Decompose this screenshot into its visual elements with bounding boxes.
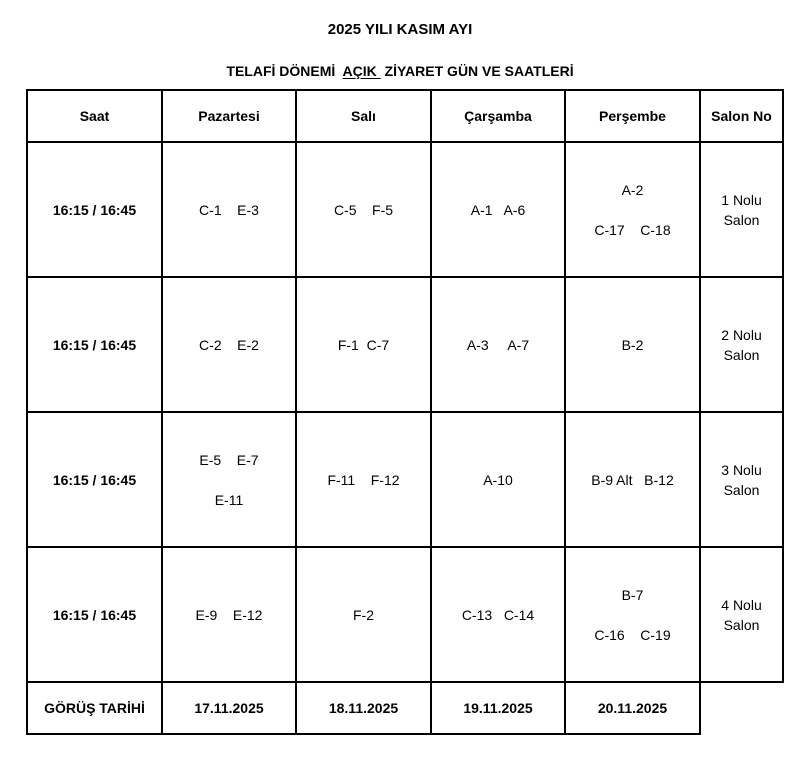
thursday-cell <box>565 412 700 547</box>
column-header-persembe: Perşembe <box>565 90 700 142</box>
monday-cell <box>162 547 296 682</box>
salon-number: 1 Nolu <box>721 191 762 208</box>
cell-value: F-1 C-7 <box>337 336 390 353</box>
cell-value: A-1 A-6 <box>470 201 526 218</box>
thursday-cell <box>565 547 700 682</box>
monday-cell <box>162 412 296 547</box>
salon-number: 3 Nolu <box>721 461 762 478</box>
cell-value: C-13 C-14 <box>461 606 535 623</box>
cell-value: A-10 <box>483 471 513 488</box>
cell-value: A-3 A-7 <box>466 336 530 353</box>
empty-cell <box>700 682 783 734</box>
cell-value: E-11 <box>214 491 244 508</box>
visit-date-wednesday: 19.11.2025 <box>431 682 565 734</box>
cell-value: B-7 <box>621 586 644 603</box>
monday-cell <box>162 277 296 412</box>
page-subtitle <box>0 63 800 79</box>
cell-value: A-2 <box>621 181 644 198</box>
time-cell: 16:15 / 16:45 <box>27 547 162 682</box>
visit-date-monday: 17.11.2025 <box>162 682 296 734</box>
monday-cell <box>162 142 296 277</box>
visit-date-tuesday: 18.11.2025 <box>296 682 431 734</box>
cell-value: E-9 E-12 <box>195 606 263 623</box>
table-row <box>27 412 783 547</box>
visit-date-label: GÖRÜŞ TARİHİ <box>27 682 162 734</box>
salon-label: Salon <box>723 616 760 633</box>
column-header-salon-no: Salon No <box>700 90 783 142</box>
wednesday-cell <box>431 142 565 277</box>
cell-value: F-11 F-12 <box>327 471 400 488</box>
salon-cell <box>700 277 783 412</box>
time-cell: 16:15 / 16:45 <box>27 277 162 412</box>
thursday-cell <box>565 142 700 277</box>
salon-number: 4 Nolu <box>721 596 762 613</box>
salon-cell <box>700 142 783 277</box>
subtitle-prefix: TELAFİ DÖNEMİ <box>226 63 343 79</box>
cell-value: C-16 C-19 <box>594 626 671 643</box>
visit-date-thursday: 20.11.2025 <box>565 682 700 734</box>
tuesday-cell <box>296 277 431 412</box>
tuesday-cell <box>296 412 431 547</box>
salon-cell <box>700 547 783 682</box>
cell-value: F-2 <box>353 606 374 623</box>
wednesday-cell <box>431 412 565 547</box>
visit-schedule-table <box>26 89 784 735</box>
cell-value: C-2 E-2 <box>199 336 259 353</box>
wednesday-cell <box>431 277 565 412</box>
subtitle-suffix: ZİYARET GÜN VE SAATLERİ <box>380 63 574 79</box>
salon-cell <box>700 412 783 547</box>
column-header-saat: Saat <box>27 90 162 142</box>
column-header-sali: Salı <box>296 90 431 142</box>
cell-value: E-5 E-7 <box>199 451 259 468</box>
thursday-cell <box>565 277 700 412</box>
salon-label: Salon <box>723 481 760 498</box>
salon-label: Salon <box>723 211 760 228</box>
cell-value: C-5 F-5 <box>333 201 394 218</box>
table-row <box>27 277 783 412</box>
page-title: 2025 YILI KASIM AYI <box>327 21 473 38</box>
table-row <box>27 547 783 682</box>
wednesday-cell <box>431 547 565 682</box>
tuesday-cell <box>296 142 431 277</box>
column-header-carsamba: Çarşamba <box>431 90 565 142</box>
salon-number: 2 Nolu <box>721 326 762 343</box>
cell-value: C-1 E-3 <box>199 201 259 218</box>
column-header-pazartesi: Pazartesi <box>162 90 296 142</box>
cell-value: B-9 Alt B-12 <box>591 471 674 488</box>
table-header-row <box>27 90 783 142</box>
tuesday-cell <box>296 547 431 682</box>
cell-value: B-2 <box>621 336 644 353</box>
salon-label: Salon <box>723 346 760 363</box>
table-footer-row <box>27 682 783 734</box>
subtitle-highlight: AÇIK <box>342 63 381 79</box>
time-cell: 16:15 / 16:45 <box>27 142 162 277</box>
cell-value: C-17 C-18 <box>594 221 671 238</box>
time-cell: 16:15 / 16:45 <box>27 412 162 547</box>
table-row <box>27 142 783 277</box>
